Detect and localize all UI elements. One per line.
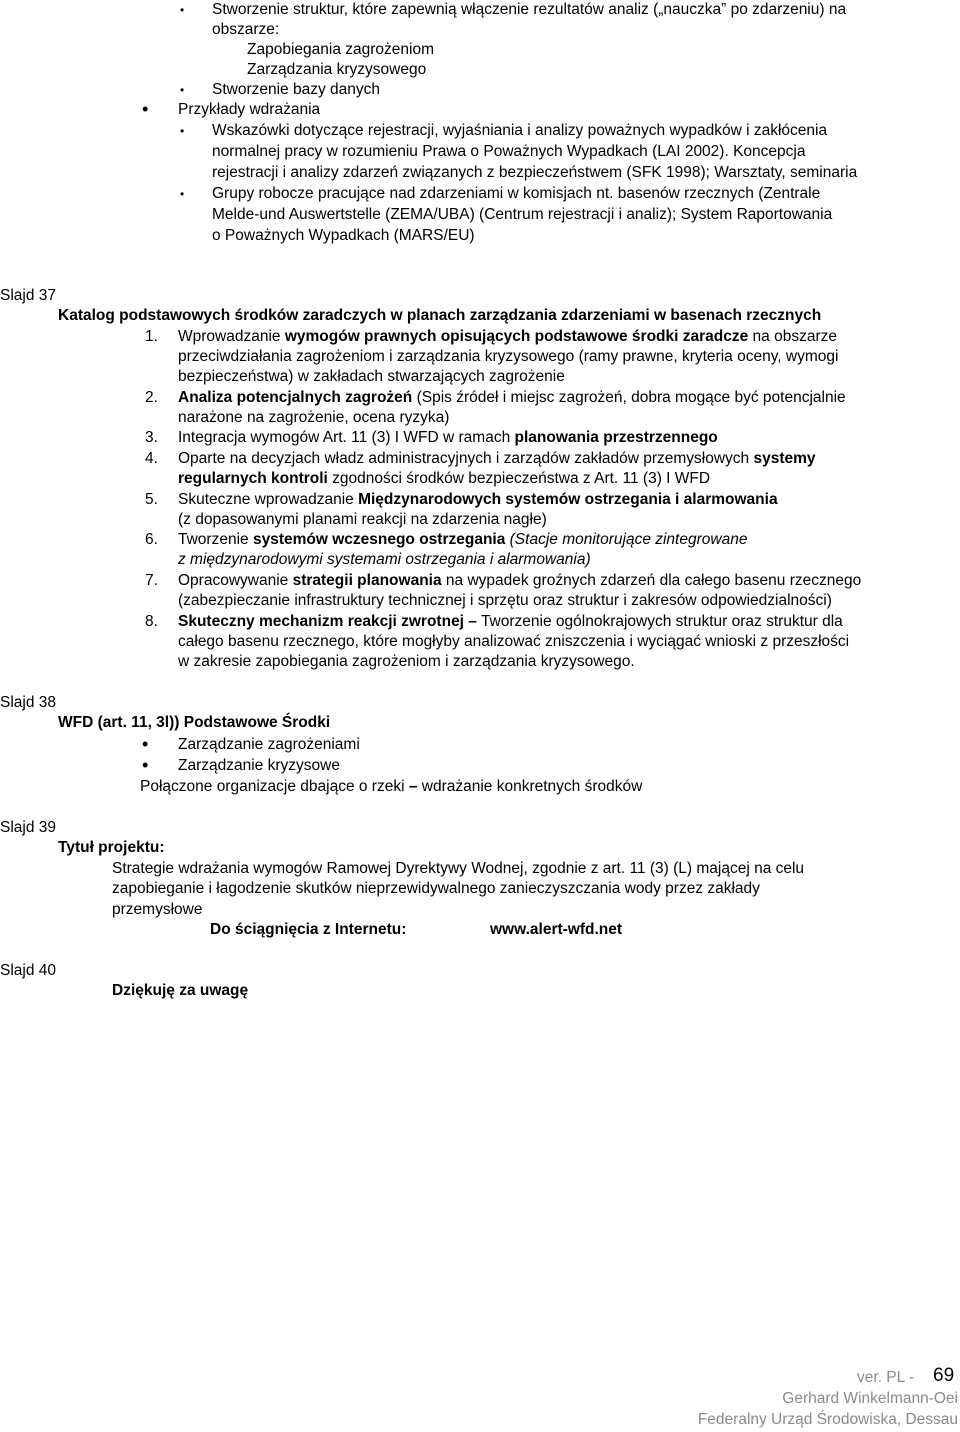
bullet: • [180, 3, 185, 17]
list-item: Skuteczny mechanizm reakcji zwrotnej – Tworzenie ogólnokrajowych struktur oraz struktur dla [178, 613, 843, 630]
slide-label: Slajd 39 [0, 819, 57, 836]
bullet: • [142, 734, 149, 754]
list-item-line: w zakresie zapobiegania zagrożeniom i zarządzania kryzysowego. [178, 653, 635, 670]
list-item-line: z międzynarodowymi systemami ostrzegania i alarmowania) [178, 551, 591, 568]
text-line: normalnej pracy w rozumieniu Prawa o Poważnych Wypadkach (LAI 2002). Koncepcja [212, 143, 806, 160]
slide-title: Tytuł projektu: [58, 839, 165, 856]
list-item: Oparte na decyzjach władz administracyjnych i zarządów zakładów przemysłowych systemy [178, 450, 816, 467]
text-line: przemysłowe [112, 901, 203, 918]
footer-author: Gerhard Winkelmann-Oei [782, 1390, 958, 1407]
bullet: • [142, 755, 149, 775]
bullet: • [142, 99, 149, 119]
download-link[interactable]: www.alert-wfd.net [490, 921, 623, 938]
text-line: Połączone organizacje dbające o rzeki – wdrażanie konkretnych środków [140, 778, 643, 795]
list-item: Wprowadzanie wymogów prawnych opisujących podstawowe środki zaradcze na obszarze [178, 328, 837, 345]
list-item-line: (zabezpieczanie infrastruktury technicznej i sprzętu oraz struktur i zakresów odpowiedzialności) [178, 592, 832, 609]
text-line: Stworzenie bazy danych [212, 81, 381, 98]
list-number: 1. [145, 328, 158, 345]
list-item: Integracja wymogów Art. 11 (3) I WFD w ramach planowania przestrzennego [178, 429, 718, 446]
text-line: zapobieganie i łagodzenie skutków nieprzewidywalnego zanieczyszczania wody przez zakłady [112, 880, 760, 897]
text-line: Zarządzania kryzysowego [247, 61, 427, 78]
list-item-line: regularnych kontroli zgodności środków bezpieczeństwa z Art. 11 (3) I WFD [178, 470, 711, 487]
text-line: Stworzenie struktur, które zapewnią włączenie rezultatów analiz („nauczka” po zdarzeniu) na [212, 1, 847, 18]
text-line: o Poważnych Wypadkach (MARS/EU) [212, 227, 475, 244]
slide-label: Slajd 38 [0, 694, 57, 711]
list-item: Opracowywanie strategii planowania na wypadek groźnych zdarzeń dla całego basenu rzecznego [178, 572, 862, 589]
slide-label: Slajd 37 [0, 287, 57, 304]
list-number: 4. [145, 450, 158, 467]
list-number: 7. [145, 572, 158, 589]
list-item-line: bezpieczeństwa) w zakładach stwarzających zagrożenie [178, 368, 565, 385]
footer-organization: Federalny Urząd Środowiska, Dessau [697, 1411, 958, 1428]
list-item: Zarządzanie kryzysowe [178, 757, 340, 774]
thanks-text: Dziękuję za uwagę [112, 982, 249, 999]
slide-title: WFD (art. 11, 3l)) Podstawowe Środki [58, 714, 331, 731]
bullet: • [180, 187, 185, 201]
text-line: Melde-und Auswertstelle (ZEMA/UBA) (Centrum rejestracji i analiz); System Raportowania [212, 206, 833, 223]
text-line: rejestracji i analizy zdarzeń związanych z bezpieczeństwem (SFK 1998); Warsztaty, seminaria [212, 164, 858, 181]
list-item: Skuteczne wprowadzanie Międzynarodowych systemów ostrzegania i alarmowania [178, 491, 778, 508]
list-item-line: narażone na zagrożenie, ocena ryzyka) [178, 409, 450, 426]
list-item: Tworzenie systemów wczesnego ostrzegania (Stacje monitorujące zintegrowane [178, 531, 748, 548]
page-number: 69 [933, 1365, 955, 1386]
text-line: Przykłady wdrażania [178, 101, 321, 118]
download-label: Do ściągnięcia z Internetu: [210, 921, 407, 938]
list-number: 3. [145, 429, 158, 446]
list-item-line: całego basenu rzecznego, które mogłyby analizować zniszczenia i wyciągać wnioski z przeszłości [178, 633, 850, 650]
text-line: obszarze: [212, 21, 280, 38]
list-number: 5. [145, 491, 158, 508]
slide-label: Slajd 40 [0, 962, 57, 979]
list-item: Zarządzanie zagrożeniami [178, 736, 360, 753]
list-item-line: przeciwdziałania zagrożeniom i zarządzania kryzysowego (ramy prawne, kryteria oceny, wymogi [178, 348, 839, 365]
text-line: Strategie wdrażania wymogów Ramowej Dyrektywy Wodnej, zgodnie z art. 11 (3) (L) mającej na celu [112, 860, 805, 877]
list-number: 6. [145, 531, 158, 548]
list-number: 2. [145, 389, 158, 406]
bullet: • [180, 124, 185, 138]
slide-title: Katalog podstawowych środków zaradczych w planach zarządzania zdarzeniami w basenach rzecznych [58, 307, 822, 324]
footer-version: ver. PL - [857, 1369, 915, 1386]
list-item-line: (z dopasowanymi planami reakcji na zdarzenia nagłe) [178, 511, 547, 528]
text-line: Grupy robocze pracujące nad zdarzeniami w komisjach nt. basenów rzecznych (Zentrale [212, 185, 821, 202]
bullet: • [180, 83, 185, 97]
text-line: Zapobiegania zagrożeniom [247, 41, 434, 58]
text-line: Wskazówki dotyczące rejestracji, wyjaśniania i analizy poważnych wypadków i zakłócenia [212, 122, 828, 139]
list-item: Analiza potencjalnych zagrożeń (Spis źródeł i miejsc zagrożeń, dobra mogące być potencjalnie [178, 389, 846, 406]
list-number: 8. [145, 613, 158, 630]
